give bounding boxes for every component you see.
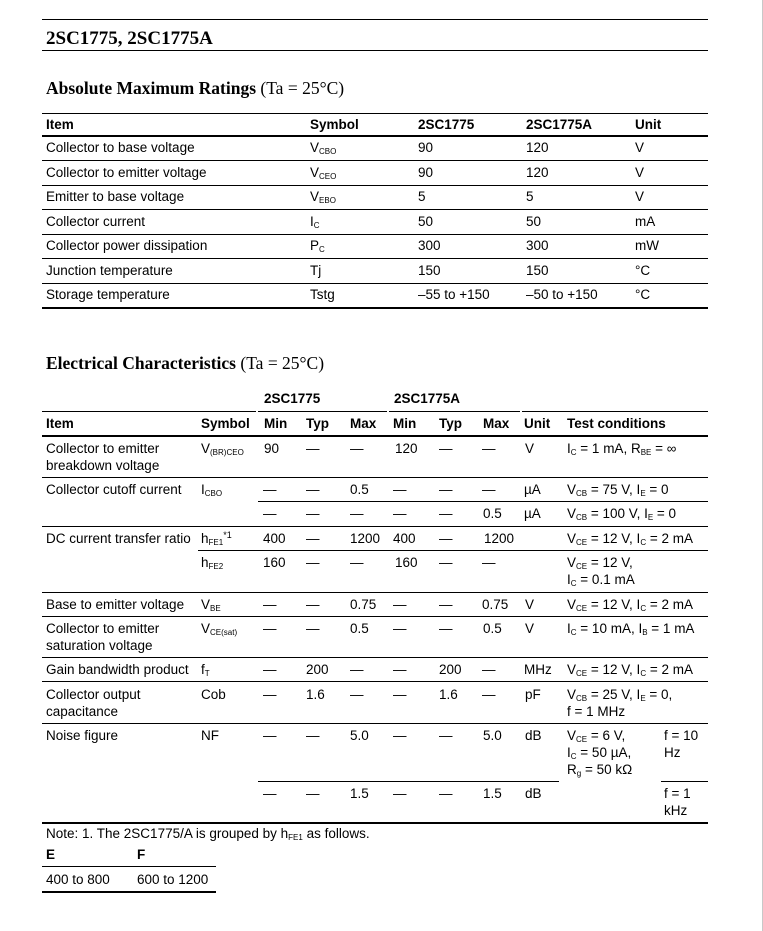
ec-r10-test-line1: $V_{CE} = 6$ V, xyxy=(567,728,626,744)
ec-r7-symbol: $V_{CE(sat)}$ xyxy=(201,621,238,637)
amr-row-2sc1775: 5 xyxy=(418,189,426,204)
ec-r8-a-min: — xyxy=(263,662,277,677)
ec-r2-item: Collector cutoff current xyxy=(46,482,182,497)
ec-r6-a-max: 0.75 xyxy=(350,597,377,612)
ec-header-unit: Unit xyxy=(524,416,551,431)
ec-r2-a-max: 0.5 xyxy=(350,482,369,497)
ec-r10-a-min: — xyxy=(263,728,277,743)
ec-r1-b-max: — xyxy=(482,441,496,456)
amr-row-2sc1775a: 120 xyxy=(526,164,549,180)
grouping-header-f: F xyxy=(137,847,146,862)
amr-row-symbol: $P_C$ xyxy=(310,238,325,254)
amr-header-unit: Unit xyxy=(635,117,662,132)
ec-r6-b-min: — xyxy=(393,597,407,612)
amr-row-symbol: $I_C$ xyxy=(310,213,320,230)
amr-row-2sc1775a: 50 xyxy=(526,213,542,229)
ec-r2-b-max: — xyxy=(482,482,496,497)
ec-r3-unit: µA xyxy=(524,506,541,521)
ec-r2-a-typ: — xyxy=(306,482,320,497)
ec-r9-b-max: — xyxy=(482,687,496,702)
ec-r10-rule-right xyxy=(661,781,708,782)
amr-row-item: Emitter to base voltage xyxy=(46,189,185,204)
ec-r9-b-typ: 1.6 xyxy=(439,687,458,702)
ec-r11-unit: dB xyxy=(525,786,542,801)
ec-r4-rule xyxy=(198,550,708,551)
amr-row-2sc1775: –55 to +150 xyxy=(418,287,490,302)
ec-r10-b-min: — xyxy=(393,728,407,743)
title-top-rule xyxy=(42,19,708,20)
ec-header-a-typ: Typ xyxy=(306,416,329,431)
ec-r1-b-min: 120 xyxy=(395,441,418,456)
ec-r7-b-max: 0.5 xyxy=(483,621,502,636)
ec-r9-item-line2: capacitance xyxy=(46,704,119,719)
ec-r2-a-min: — xyxy=(263,482,277,497)
ec-r5-a-typ: — xyxy=(306,555,320,570)
amr-row-unit: V xyxy=(635,164,645,180)
ec-r10-test-line3: $R_g = 50$ kΩ xyxy=(567,762,633,778)
amr-row-rule xyxy=(42,185,708,186)
ec-r10-unit: dB xyxy=(525,728,542,743)
amr-row-2sc1775a: 5 xyxy=(526,189,534,204)
ec-r10-freq-line1: f = 10 xyxy=(664,728,699,743)
ec-r6-symbol: $V_{BE}$ xyxy=(201,597,221,613)
ec-r8-rule xyxy=(42,681,708,682)
ec-r1-item-line2: breakdown voltage xyxy=(46,458,160,473)
ec-r3-b-typ: — xyxy=(439,506,453,521)
ec-r7-item-line1: Collector to emitter xyxy=(46,621,160,636)
amr-row-unit: °C xyxy=(635,287,651,302)
ec-r5-test-line1: $V_{CE} = 12$ V, xyxy=(567,555,633,571)
ec-r9-symbol: Cob xyxy=(201,687,226,702)
ec-header-rule xyxy=(42,435,708,437)
amr-row-symbol: $V_{EBO}$ xyxy=(310,189,336,205)
amr-row-2sc1775: 150 xyxy=(418,262,441,278)
ec-header-b-typ: Typ xyxy=(439,416,462,431)
amr-row-symbol: $V_{CEO}$ xyxy=(310,164,337,181)
ec-r4-symbol: $h_{FE1}^{*1}$ xyxy=(201,530,232,547)
ec-r6-a-typ: — xyxy=(306,597,320,612)
ec-r3-a-typ: — xyxy=(306,506,320,521)
amr-row-rule xyxy=(42,160,708,161)
ec-r2-rule xyxy=(258,501,708,502)
ec-r8-test: $V_{CE} = 12$ V, $I_C = 2$ mA xyxy=(567,662,693,678)
ec-r5-test-line2: $I_C = 0.1$ mA xyxy=(567,572,635,588)
amr-row-2sc1775: 300 xyxy=(418,238,441,253)
amr-row-item: Collector power dissipation xyxy=(46,238,208,253)
amr-row-item: Junction temperature xyxy=(46,262,173,278)
ec-r5-rule xyxy=(42,592,708,593)
amr-row-unit: mA xyxy=(635,213,656,229)
amr-heading-text: Absolute Maximum Ratings xyxy=(46,78,257,98)
grouping-value-e: 400 to 800 xyxy=(46,872,110,887)
ec-r1-a-max: — xyxy=(350,441,364,456)
ec-r4-test: $V_{CE} = 12$ V, $I_C = 2$ mA xyxy=(567,531,693,547)
ec-bottom-rule xyxy=(42,822,708,824)
ec-r6-unit: V xyxy=(525,597,535,612)
ec-r5-symbol: $h_{FE2}$ xyxy=(201,555,224,571)
ec-r6-test: $V_{CE} = 12$ V, $I_C = 2$ mA xyxy=(567,597,693,613)
amr-row-2sc1775a: 150 xyxy=(526,262,549,278)
ec-r11-a-max: 1.5 xyxy=(350,786,369,801)
ec-r10-freq-line2: Hz xyxy=(664,745,681,760)
ec-r9-a-max: — xyxy=(350,687,364,702)
ec-r1-rule xyxy=(42,477,708,478)
ec-r7-a-typ: — xyxy=(306,621,320,636)
amr-top-rule xyxy=(42,113,708,114)
ec-r3-a-min: — xyxy=(263,506,277,521)
ec-r5-a-max: — xyxy=(350,555,364,570)
ec-r10-a-typ: — xyxy=(306,728,320,743)
ec-group-2sc1775a: 2SC1775A xyxy=(394,391,461,406)
ec-heading-text: Electrical Characteristics xyxy=(46,353,236,373)
ec-r8-a-typ: 200 xyxy=(306,662,329,677)
ec-header-a-min: Min xyxy=(264,416,288,431)
ec-r1-symbol: $V_{(BR)CEO}$ xyxy=(201,441,244,457)
grouping-header-e: E xyxy=(46,847,56,862)
ec-header-symbol: Symbol xyxy=(201,416,250,431)
amr-row-2sc1775: 90 xyxy=(418,140,434,155)
amr-row-symbol: Tstg xyxy=(310,287,335,302)
ec-r3-a-max: — xyxy=(350,506,364,521)
ec-r7-unit: V xyxy=(525,621,535,636)
ec-r9-b-min: — xyxy=(393,687,407,702)
ec-r4-a-typ: — xyxy=(306,531,320,546)
amr-row-rule xyxy=(42,258,708,259)
amr-header-2sc1775a: 2SC1775A xyxy=(526,117,593,132)
ec-r9-a-typ: 1.6 xyxy=(306,687,325,702)
ec-r4-b-min: 400 xyxy=(393,531,416,546)
amr-row-symbol: $V_{CBO}$ xyxy=(310,140,337,156)
ec-r9-item-line1: Collector output xyxy=(46,687,141,702)
ec-top-rule-left xyxy=(42,411,256,412)
ec-r4-b-typ: — xyxy=(439,531,453,546)
ec-header-b-max: Max xyxy=(483,416,510,431)
ec-r4-a-min: 400 xyxy=(263,531,286,546)
grouping-bottom-rule xyxy=(42,891,216,893)
amr-row-item: Collector to base voltage xyxy=(46,140,195,155)
amr-row-2sc1775: 90 xyxy=(418,164,434,180)
amr-row-2sc1775: 50 xyxy=(418,213,434,229)
amr-bottom-rule xyxy=(42,307,708,309)
ec-r11-a-typ: — xyxy=(306,786,320,801)
ec-r2-unit: µA xyxy=(524,482,541,497)
ec-r7-item-line2: saturation voltage xyxy=(46,638,153,653)
ec-top-rule-right xyxy=(522,411,708,412)
amr-row-symbol: Tj xyxy=(310,262,322,278)
ec-r8-b-min: — xyxy=(393,662,407,677)
ec-r9-a-min: — xyxy=(263,687,277,702)
amr-row-unit: mW xyxy=(635,238,659,253)
ec-r8-unit: MHz xyxy=(524,662,552,677)
ec-r7-rule xyxy=(42,657,708,658)
grouping-value-f: 600 to 1200 xyxy=(137,872,209,887)
ec-r1-a-min: 90 xyxy=(264,441,280,456)
amr-header-symbol: Symbol xyxy=(310,117,359,132)
amr-row-rule xyxy=(42,234,708,235)
ec-heading xyxy=(46,353,324,373)
ec-r8-a-max: — xyxy=(350,662,364,677)
amr-row-unit: V xyxy=(635,189,645,204)
ec-r9-test-line1: $V_{CB} = 25$ V, $I_E = 0$, xyxy=(567,687,673,703)
ec-r7-b-typ: — xyxy=(439,621,453,636)
ec-r6-b-max: 0.75 xyxy=(482,597,509,612)
amr-row-item: Collector to emitter voltage xyxy=(46,164,207,180)
ec-r8-item: Gain bandwidth product xyxy=(46,662,189,677)
ec-r11-freq-line1: f = 1 xyxy=(664,786,691,801)
ec-r4-b-max: 1200 xyxy=(484,531,515,546)
ec-r3-test: $V_{CB} = 100$ V, $I_E = 0$ xyxy=(567,506,677,522)
ec-r8-b-typ: 200 xyxy=(439,662,462,677)
amr-condition: (Ta = 25°C) xyxy=(260,78,345,98)
ec-r7-test: $I_C = 10$ mA, $I_B = 1$ mA xyxy=(567,621,695,637)
page-title: 2SC1775, 2SC1775A xyxy=(46,28,213,49)
ec-r8-b-max: — xyxy=(482,662,496,677)
ec-r5-a-min: 160 xyxy=(263,555,286,570)
amr-row-rule xyxy=(42,209,708,210)
ec-r1-a-typ: — xyxy=(306,441,320,456)
ec-r6-item: Base to emitter voltage xyxy=(46,597,185,612)
ec-r11-b-max: 1.5 xyxy=(483,786,502,801)
ec-header-b-min: Min xyxy=(393,416,417,431)
ec-r6-rule xyxy=(42,616,708,617)
ec-header-a-max: Max xyxy=(350,416,377,431)
title-bottom-rule xyxy=(42,50,708,51)
ec-r9-test-line2: f = 1 MHz xyxy=(567,704,626,719)
ec-r1-unit: V xyxy=(525,441,535,456)
ec-r3-b-min: — xyxy=(393,506,407,521)
ec-group-a-rule xyxy=(258,411,387,412)
amr-header-rule xyxy=(42,135,708,137)
amr-row-2sc1775a: 120 xyxy=(526,140,549,155)
ec-r9-rule xyxy=(42,723,708,724)
ec-r10-b-max: 5.0 xyxy=(483,728,502,743)
ec-r10-symbol: NF xyxy=(201,728,219,743)
ec-r11-b-min: — xyxy=(393,786,407,801)
ec-r4-item: DC current transfer ratio xyxy=(46,531,191,546)
ec-r5-b-min: 160 xyxy=(395,555,418,570)
ec-r10-a-max: 5.0 xyxy=(350,728,369,743)
amr-row-item: Storage temperature xyxy=(46,287,170,302)
ec-r10-b-typ: — xyxy=(439,728,453,743)
amr-row-rule xyxy=(42,283,708,284)
ec-r4-a-max: 1200 xyxy=(350,531,381,546)
amr-header-item: Item xyxy=(46,117,74,132)
amr-heading xyxy=(46,78,344,98)
ec-header-test-conditions: Test conditions xyxy=(567,416,666,431)
ec-header-item: Item xyxy=(46,416,74,431)
amr-row-unit: V xyxy=(635,140,645,155)
grouping-header-rule xyxy=(42,866,216,867)
ec-r8-symbol: $f_T$ xyxy=(201,662,210,678)
ec-r7-a-min: — xyxy=(263,621,277,636)
amr-row-item: Collector current xyxy=(46,213,146,229)
ec-group-2sc1775: 2SC1775 xyxy=(264,391,321,406)
ec-group-b-rule xyxy=(389,411,520,412)
ec-r10-rule-left xyxy=(258,781,559,782)
ec-r3-b-max: 0.5 xyxy=(483,506,502,521)
ec-r1-test: $I_C = 1$ mA, $R_{BE}$ = ∞ xyxy=(567,441,677,457)
ec-r6-b-typ: — xyxy=(439,597,453,612)
amr-header-2sc1775: 2SC1775 xyxy=(418,117,475,132)
ec-r1-b-typ: — xyxy=(439,441,453,456)
ec-r11-a-min: — xyxy=(263,786,277,801)
ec-r7-b-min: — xyxy=(393,621,407,636)
ec-r2-b-typ: — xyxy=(439,482,453,497)
amr-row-unit: °C xyxy=(635,262,651,278)
ec-r10-test-line2: $I_C = 50$ µA, xyxy=(567,745,632,761)
ec-r2-b-min: — xyxy=(393,482,407,497)
ec-r1-item-line1: Collector to emitter xyxy=(46,441,160,456)
ec-r5-b-typ: — xyxy=(439,555,453,570)
ec-r6-a-min: — xyxy=(263,597,277,612)
ec-r11-b-typ: — xyxy=(439,786,453,801)
ec-r9-unit: pF xyxy=(525,687,541,702)
ec-r3-rule xyxy=(42,526,708,527)
ec-r7-a-max: 0.5 xyxy=(350,621,369,636)
ec-r2-test: $V_{CB} = 75$ V, $I_E = 0$ xyxy=(567,482,669,498)
amr-row-2sc1775a: –50 to +150 xyxy=(526,287,598,302)
amr-row-2sc1775a: 300 xyxy=(526,238,549,253)
ec-r5-b-max: — xyxy=(482,555,496,570)
ec-r10-item: Noise figure xyxy=(46,728,119,743)
note-text: Note: 1. The 2SC1775/A is grouped by $h_{FE1}$ as follows. xyxy=(46,826,370,842)
ec-condition: (Ta = 25°C) xyxy=(240,353,325,373)
ec-r11-freq-line2: kHz xyxy=(664,803,688,818)
ec-r2-symbol: $I_{CBO}$ xyxy=(201,482,223,498)
